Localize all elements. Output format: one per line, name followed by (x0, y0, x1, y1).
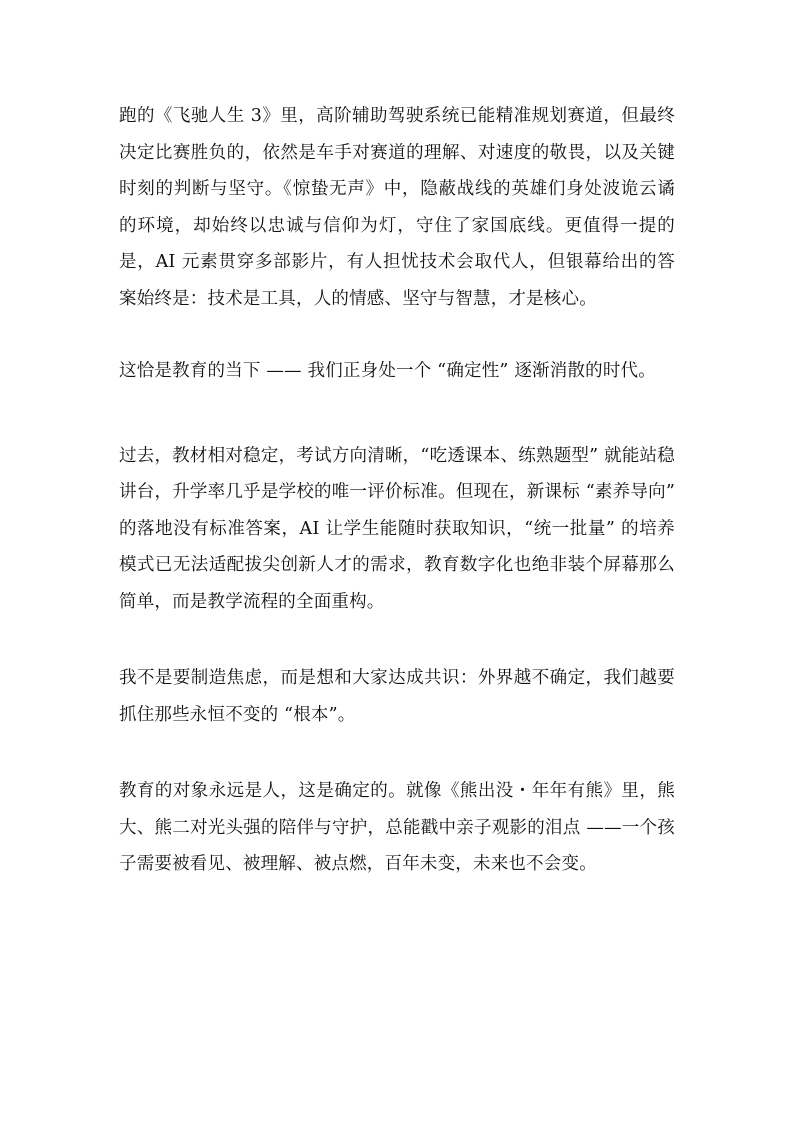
paragraph-uncertainty-era: 这恰是教育的当下 —— 我们正身处一个 “确定性” 逐渐消散的时代。 (119, 361, 656, 381)
paragraph-past-and-present: 过去，教材相对稳定，考试方向清晰，“吃透课本、练熟题型” 就能站稳讲台，升学率几乎是学校的唯一评价标准。但现在，新课标 “素养导向” 的落地没有标准答案，AI 让学生能随时获取知识，“统一批量” 的培养模式已无法适配拔尖创新人才的需求，教育数字化也绝非装个屏幕那么简单，而是教学流程的全面重构。 (119, 445, 675, 612)
paragraph-consensus: 我不是要制造焦虑，而是想和大家达成共识：外界越不确定，我们越要抓住那些永恒不变的 “根本”。 (119, 668, 675, 725)
paragraph-film-examples: 跑的《飞驰人生 3》里，高阶辅助驾驶系统已能精准规划赛道，但最终决定比赛胜负的，依然是车手对赛道的理解、对速度的敬畏，以及关键时刻的判断与坚守。《惊蛰无声》中，隐蔽战线的英雄们身处波诡云谲的环境，却始终以忠诚与信仰为灯，守住了家国底线。更值得一提的是，AI 元素贯穿多部影片，有人担忧技术会取代人，但银幕给出的答案始终是：技术是工具，人的情感、坚守与智慧，才是核心。 (119, 106, 675, 309)
paragraph-education-object: 教育的对象永远是人，这是确定的。就像《熊出没・年年有熊》里，熊大、熊二对光头强的陪伴与守护，总能戳中亲子观影的泪点 ——一个孩子需要被看见、被理解、被点燃，百年未变，未来也不会变。 (119, 781, 675, 874)
